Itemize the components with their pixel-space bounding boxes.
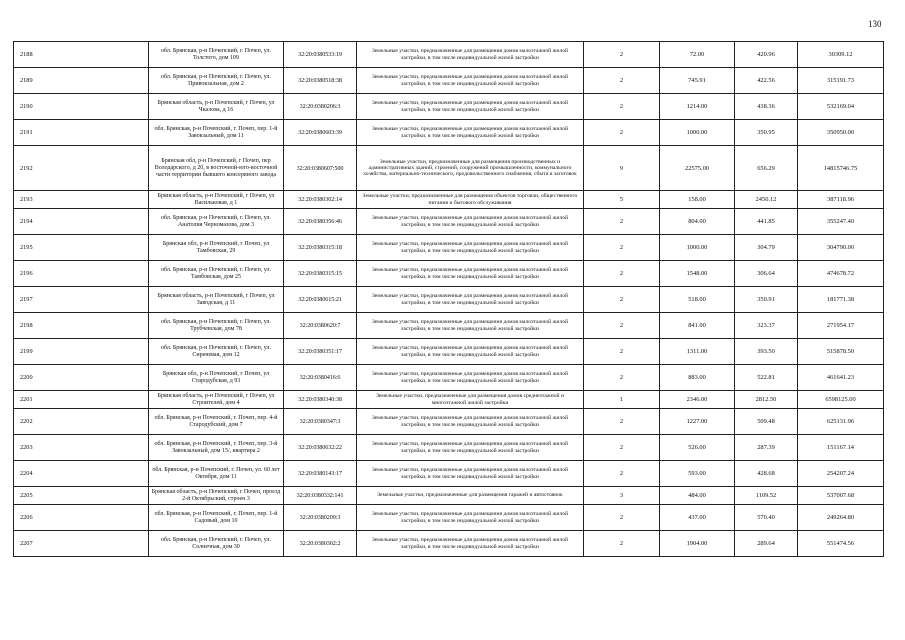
row-cadastral-number: 32:20:0380533:19 — [284, 42, 357, 68]
row-area: 22575.00 — [660, 146, 735, 191]
row-area: 158.00 — [660, 191, 735, 209]
row-address: обл. Брянская, р-н Почепский, г. Почеп, ул. Толстого, дом 109 — [149, 42, 284, 68]
row-land-use: Земельные участки, предназначенные для размещения домов малоэтажной жилой застройки, в том числе индивидуальной жилой застройки — [357, 209, 584, 235]
row-number: 2201 — [14, 391, 149, 409]
row-specific-value: 287.39 — [735, 435, 798, 461]
row-specific-value: 428.68 — [735, 461, 798, 487]
table-row — [14, 94, 884, 120]
row-land-use: Земельные участки, предназначенные для размещения домов малоэтажной жилой застройки, в том числе индивидуальной жилой застройки — [357, 365, 584, 391]
row-area: 841.00 — [660, 313, 735, 339]
row-specific-value: 350.91 — [735, 287, 798, 313]
table-row — [14, 391, 884, 409]
row-cadastral-number: 32:20:0380332:141 — [284, 487, 357, 505]
row-cadastral-value: 350950.00 — [798, 120, 884, 146]
row-cadastral-number: 32:20:0380632:22 — [284, 435, 357, 461]
row-land-use: Земельные участки, предназначенные для размещения домов малоэтажной жилой застройки, в том числе индивидуальной жилой застройки — [357, 235, 584, 261]
row-number: 2207 — [14, 531, 149, 557]
table-row — [14, 505, 884, 531]
row-group: 2 — [584, 313, 660, 339]
row-number: 2205 — [14, 487, 149, 505]
row-number: 2194 — [14, 209, 149, 235]
row-number: 2188 — [14, 42, 149, 68]
row-area: 518.00 — [660, 287, 735, 313]
row-number: 2199 — [14, 339, 149, 365]
table-row — [14, 235, 884, 261]
table-row — [14, 531, 884, 557]
row-cadastral-value: 304790.00 — [798, 235, 884, 261]
row-cadastral-value: 315191.73 — [798, 68, 884, 94]
row-group: 2 — [584, 339, 660, 365]
row-specific-value: 2450.12 — [735, 191, 798, 209]
row-address: обл. Брянская, р-н Почепский, г. Почеп, ул. Анатолия Черномазова, дом 3 — [149, 209, 284, 235]
row-cadastral-value: 14815746.75 — [798, 146, 884, 191]
row-cadastral-value: 474678.72 — [798, 261, 884, 287]
row-address: обл. Брянская, р-н Почепский, г. Почеп, пер. 1-й Завокзальный, дом 11 — [149, 120, 284, 146]
row-cadastral-number: 32:20:0380206:3 — [284, 94, 357, 120]
row-specific-value: 2812.50 — [735, 391, 798, 409]
registry-table — [13, 41, 884, 557]
table-row — [14, 146, 884, 191]
row-land-use: Земельные участки, предназначенные для размещения домов малоэтажной жилой застройки, в том числе индивидуальной жилой застройки — [357, 435, 584, 461]
row-number: 2204 — [14, 461, 149, 487]
row-cadastral-number: 32:20:0380603:39 — [284, 120, 357, 146]
row-group: 3 — [584, 487, 660, 505]
row-number: 2192 — [14, 146, 149, 191]
row-group: 2 — [584, 461, 660, 487]
table-row — [14, 365, 884, 391]
row-cadastral-value: 6598125.00 — [798, 391, 884, 409]
row-group: 2 — [584, 365, 660, 391]
row-address: Брянская область, р-н Почепский, г Почеп, ул Строителей, дом 4 — [149, 391, 284, 409]
row-cadastral-number: 32:20:0380620:7 — [284, 313, 357, 339]
row-address: обл. Брянская, р-н Почепский, г. Почеп, пер. 3-й Завокзальный, дом 15/, квартира 2 — [149, 435, 284, 461]
row-specific-value: 393.50 — [735, 339, 798, 365]
row-land-use: Земельные участки, предназначенные для размещения домов малоэтажной жилой застройки, в том числе индивидуальной жилой застройки — [357, 261, 584, 287]
row-group: 1 — [584, 391, 660, 409]
row-area: 745.91 — [660, 68, 735, 94]
row-specific-value: 323.37 — [735, 313, 798, 339]
row-area: 1000.00 — [660, 235, 735, 261]
row-area: 1904.00 — [660, 531, 735, 557]
row-area: 1000.00 — [660, 120, 735, 146]
row-group: 2 — [584, 94, 660, 120]
table-row — [14, 339, 884, 365]
row-land-use: Земельные участки, предназначенные для размещения домов малоэтажной жилой застройки, в том числе индивидуальной жилой застройки — [357, 409, 584, 435]
row-area: 1214.00 — [660, 94, 735, 120]
table-row — [14, 191, 884, 209]
row-number: 2198 — [14, 313, 149, 339]
table-row — [14, 261, 884, 287]
row-number: 2190 — [14, 94, 149, 120]
row-cadastral-number: 32:20:0380209:3 — [284, 505, 357, 531]
row-cadastral-value: 271954.17 — [798, 313, 884, 339]
row-area: 1311.00 — [660, 339, 735, 365]
row-area: 484.00 — [660, 487, 735, 505]
row-land-use: Земельные участки, предназначенные для размещения производственных и административных зданий, строений, сооружений промышленности, коммунального хозяйства, материально-технического, продовольственного снабжения, сбыта и заготовок — [357, 146, 584, 191]
row-cadastral-number: 32:20:0380347:3 — [284, 409, 357, 435]
row-address: Брянская область, р-н Почепский, г Почеп, ул Чкалова, д 16 — [149, 94, 284, 120]
row-specific-value: 522.81 — [735, 365, 798, 391]
row-cadastral-value: 515878.50 — [798, 339, 884, 365]
row-cadastral-number: 32:20:0380356:46 — [284, 209, 357, 235]
row-specific-value: 420.96 — [735, 42, 798, 68]
row-cadastral-value: 387118.96 — [798, 191, 884, 209]
row-number: 2203 — [14, 435, 149, 461]
row-land-use: Земельные участки, предназначенные для размещения домов малоэтажной жилой застройки, в том числе индивидуальной жилой застройки — [357, 531, 584, 557]
row-land-use: Земельные участки, предназначенные для размещения домов малоэтажной жилой застройки, в том числе индивидуальной жилой застройки — [357, 120, 584, 146]
table-body — [14, 42, 884, 557]
row-number: 2206 — [14, 505, 149, 531]
row-number: 2193 — [14, 191, 149, 209]
row-area: 883.00 — [660, 365, 735, 391]
row-area: 437.00 — [660, 505, 735, 531]
row-number: 2189 — [14, 68, 149, 94]
row-cadastral-value: 254207.24 — [798, 461, 884, 487]
row-specific-value: 509.48 — [735, 409, 798, 435]
row-land-use: Земельные участки, предназначенные для размещения домов малоэтажной жилой застройки, в том числе индивидуальной жилой застройки — [357, 339, 584, 365]
row-address: обл. Брянская, р-н Почепский, г. Почеп, ул. Трубчевская, дом 78 — [149, 313, 284, 339]
row-group: 9 — [584, 146, 660, 191]
table-row — [14, 409, 884, 435]
row-specific-value: 350.95 — [735, 120, 798, 146]
row-number: 2196 — [14, 261, 149, 287]
row-cadastral-number: 32:20:0380143:17 — [284, 461, 357, 487]
row-cadastral-number: 32:20:0380416:6 — [284, 365, 357, 391]
row-area: 72.00 — [660, 42, 735, 68]
row-cadastral-number: 32:20:0380615:21 — [284, 287, 357, 313]
row-number: 2197 — [14, 287, 149, 313]
row-specific-value: 656.29 — [735, 146, 798, 191]
row-cadastral-value: 151167.14 — [798, 435, 884, 461]
row-cadastral-number: 32:20:0380340:38 — [284, 391, 357, 409]
table-row — [14, 120, 884, 146]
row-cadastral-number: 32:20:0380302:14 — [284, 191, 357, 209]
row-cadastral-value: 537007.68 — [798, 487, 884, 505]
row-cadastral-value: 625131.96 — [798, 409, 884, 435]
row-group: 2 — [584, 531, 660, 557]
row-number: 2202 — [14, 409, 149, 435]
table-row — [14, 487, 884, 505]
row-cadastral-number: 32:20:0380315:18 — [284, 235, 357, 261]
row-land-use: Земельные участки, предназначенные для размещения домов среднеэтажной и многоэтажной жилой застройки — [357, 391, 584, 409]
row-area: 2346.00 — [660, 391, 735, 409]
row-area: 526.00 — [660, 435, 735, 461]
row-group: 2 — [584, 209, 660, 235]
row-land-use: Земельные участки, предназначенные для размещения домов малоэтажной жилой застройки, в том числе индивидуальной жилой застройки — [357, 42, 584, 68]
row-cadastral-value: 30309.12 — [798, 42, 884, 68]
row-cadastral-value: 249264.80 — [798, 505, 884, 531]
row-group: 2 — [584, 42, 660, 68]
row-address: Брянская область, р-н Почепский, г Почеп, ул Васильковая, д 1 — [149, 191, 284, 209]
row-cadastral-value: 532169.04 — [798, 94, 884, 120]
row-group: 2 — [584, 505, 660, 531]
row-address: обл. Брянская, р-н Почепский, г. Почеп, ул. Привокзальная, дом 2 — [149, 68, 284, 94]
row-cadastral-value: 355247.40 — [798, 209, 884, 235]
row-land-use: Земельные участки, предназначенные для размещения объектов торговли, общественного питания и бытового обслуживания — [357, 191, 584, 209]
row-number: 2200 — [14, 365, 149, 391]
row-specific-value: 1109.52 — [735, 487, 798, 505]
row-land-use: Земельные участки, предназначенные для размещения домов малоэтажной жилой застройки, в том числе индивидуальной жилой застройки — [357, 94, 584, 120]
row-address: обл. Брянская, р-н Почепский, г. Почеп, пер. 4-й Стародубский, дом 7 — [149, 409, 284, 435]
row-address: обл. Брянская, р-н Почепский, г. Почеп, пер. 1-й Садовый, дом 10 — [149, 505, 284, 531]
row-number: 2195 — [14, 235, 149, 261]
row-group: 2 — [584, 287, 660, 313]
row-address: обл. Брянская, р-н Почепский, г. Почеп, ул. Солнечная, дом 30 — [149, 531, 284, 557]
row-address: Брянская обл, р-н Почепский, г Почеп, пер Володарского, д 20, в восточной-юго-восточной части территории бывшего консервного завода — [149, 146, 284, 191]
table-row — [14, 461, 884, 487]
table-row — [14, 287, 884, 313]
row-group: 2 — [584, 120, 660, 146]
row-land-use: Земельные участки, предназначенные для размещения домов малоэтажной жилой застройки, в том числе индивидуальной жилой застройки — [357, 68, 584, 94]
row-cadastral-number: 32:20:0380351:17 — [284, 339, 357, 365]
row-specific-value: 570.40 — [735, 505, 798, 531]
row-cadastral-number: 32:20:0380315:15 — [284, 261, 357, 287]
row-group: 2 — [584, 435, 660, 461]
row-cadastral-value: 551474.56 — [798, 531, 884, 557]
row-address: Брянская обл, р-н Почепский, г Почеп, ул Тамбовская, 29 — [149, 235, 284, 261]
row-cadastral-number: 32:20:0380302:2 — [284, 531, 357, 557]
row-address: обл. Брянская, р-н Почепский, г. Почеп, ул. Сиреневая, дом 12 — [149, 339, 284, 365]
row-land-use: Земельные участки, предназначенные для размещения домов малоэтажной жилой застройки, в том числе индивидуальной жилой застройки — [357, 287, 584, 313]
row-area: 593.00 — [660, 461, 735, 487]
row-address: Брянская область, р-н Почепский, г Почеп, проезд 2-й Октябрьский, строен 3 — [149, 487, 284, 505]
row-cadastral-number: 32:20:0380607:500 — [284, 146, 357, 191]
table-row — [14, 435, 884, 461]
row-group: 2 — [584, 409, 660, 435]
row-group: 2 — [584, 261, 660, 287]
table-row — [14, 209, 884, 235]
row-group: 2 — [584, 68, 660, 94]
row-group: 5 — [584, 191, 660, 209]
row-specific-value: 441.85 — [735, 209, 798, 235]
row-land-use: Земельные участки, предназначенные для размещения домов малоэтажной жилой застройки, в том числе индивидуальной жилой застройки — [357, 313, 584, 339]
table-row — [14, 313, 884, 339]
row-address: обл. Брянская, р-н Почепский, г. Почеп, ул. Тамбовская, дом 25 — [149, 261, 284, 287]
row-area: 804.00 — [660, 209, 735, 235]
row-specific-value: 304.79 — [735, 235, 798, 261]
row-cadastral-value: 181771.38 — [798, 287, 884, 313]
row-area: 1548.00 — [660, 261, 735, 287]
row-number: 2191 — [14, 120, 149, 146]
row-address: Брянская область, р-н Почепский, г Почеп, ул Заводская, д 11 — [149, 287, 284, 313]
row-area: 1227.00 — [660, 409, 735, 435]
row-cadastral-number: 32:20:0380518:38 — [284, 68, 357, 94]
row-specific-value: 306.64 — [735, 261, 798, 287]
table-row — [14, 42, 884, 68]
row-specific-value: 289.64 — [735, 531, 798, 557]
row-specific-value: 422.56 — [735, 68, 798, 94]
row-land-use: Земельные участки, предназначенные для размещения домов малоэтажной жилой застройки, в том числе индивидуальной жилой застройки — [357, 461, 584, 487]
row-address: Брянская обл, р-н Почепский, г Почеп, ул Стародубская, д 93 — [149, 365, 284, 391]
row-land-use: Земельные участки, предназначенные для размещения домов малоэтажной жилой застройки, в том числе индивидуальной жилой застройки — [357, 505, 584, 531]
table-row — [14, 68, 884, 94]
row-cadastral-value: 461641.23 — [798, 365, 884, 391]
page-number: 130 — [868, 19, 882, 29]
row-address: обл. Брянская, р-н Почепский, г. Почеп, ул. 60 лет Октября, дом 11 — [149, 461, 284, 487]
row-specific-value: 438.36 — [735, 94, 798, 120]
row-group: 2 — [584, 235, 660, 261]
row-land-use: Земельные участки, предназначенные для размещения гаражей и автостоянок — [357, 487, 584, 505]
